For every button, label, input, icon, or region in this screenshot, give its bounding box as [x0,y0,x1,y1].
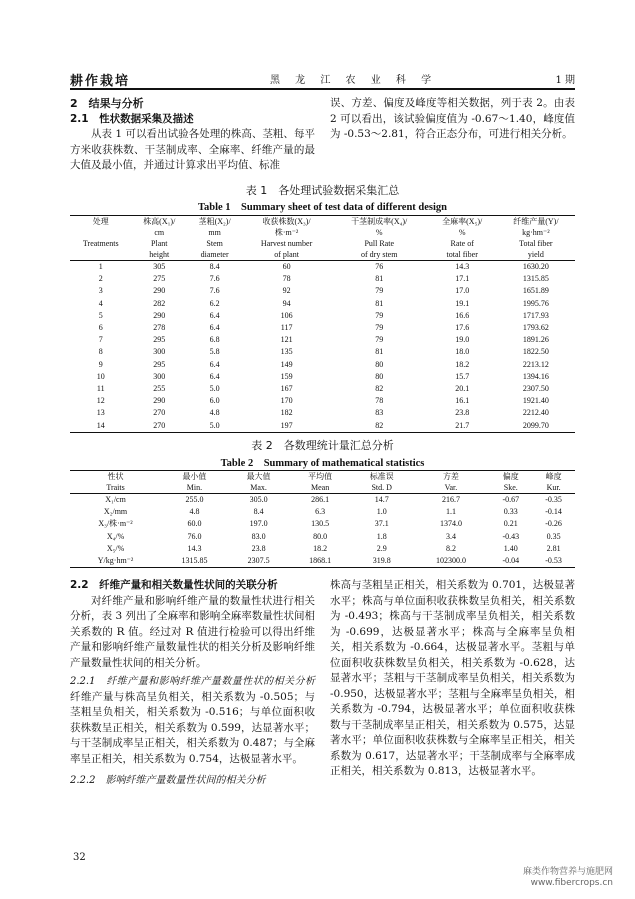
table-row [70,506,575,518]
table1-header-cell: Plant [151,239,168,248]
table-cell: 0.35 [546,531,561,541]
paragraph: 误、方差、偏度及峰度等相关数据，列于表 2。由表 2 可以看出，该试验偏度值为 -0.67～1.40，峰度值为 -0.53～2.81，符合正态分布，可进行相关分析。 [330,97,575,140]
table-cell: 135 [280,347,293,357]
table1-header-cell: Total fiber [519,239,553,248]
table1-header-unit [70,227,575,238]
table-cell: 10 [96,371,105,381]
table-cell: 1 [98,262,103,271]
table1-header-cell: yield [497,249,575,261]
table-row [70,420,575,433]
table1-header-cell: 茎粗(X₂)/ [198,217,231,226]
left-bottom-column [70,578,315,789]
table2-header-cell: 标准误 [369,472,394,481]
section-heading: 2 结果与分析 [70,97,144,110]
table-cell: 170 [280,396,293,406]
table-cell: 117 [280,323,293,333]
table-cell: 290 [153,396,166,406]
table-cell: 255.0 [185,495,204,504]
table-row [70,383,575,395]
table-cell: 197.0 [249,519,268,529]
table-cell: 182 [280,408,293,418]
table1-header-cell: 干茎制成率(X₄)/ [351,217,408,226]
table-cell: 79 [375,286,384,296]
table2-header-cell: 平均值 [308,472,333,481]
table2-header-cell: 偏度 [502,472,519,481]
table-cell: 1717.93 [522,310,549,320]
table-cell: 290 [153,310,166,320]
table-cell: 82 [375,384,384,394]
table1-header-cell: kg·hm⁻² [522,228,550,237]
table-2 [70,470,575,568]
watermark [523,867,613,889]
table-cell: 286.1 [311,495,330,504]
table-cell: 8 [98,347,103,357]
table-cell: 11 [96,384,105,394]
table-cell: 159 [280,371,293,381]
table2-header-en [70,482,575,494]
table-cell: 5 [98,310,103,320]
table-cell: 2 [98,274,103,284]
table-cell: 80 [375,371,384,381]
table-cell: 81 [375,274,384,284]
table-cell: 6.4 [209,371,220,381]
subsubsection-heading: 2.2.2 影响纤维产量数量性状间的相关分析 [70,775,266,786]
table-cell: Y/kg·hm⁻² [97,556,134,566]
table-cell: 14.3 [187,543,202,553]
table-cell: -0.26 [545,519,562,529]
table1-header-cell: Harvest number [260,239,313,248]
table2-caption-cn: 表 2 各数理统计量汇总分析 [251,439,394,452]
table-cell: 1921.40 [522,396,549,406]
table-cell: 81 [375,347,384,357]
table-cell: 278 [153,323,166,333]
table-cell: 17.0 [455,286,470,296]
journal-name: 黑 龙 江 农 业 科 学 [270,75,438,86]
table2-header-cell: 峰度 [545,472,562,481]
table-cell: 20.1 [455,384,470,394]
table-row [70,261,575,274]
table-cell: 4.8 [189,507,200,517]
table-cell: 1891.26 [522,335,549,345]
table-cell: 83 [375,408,384,418]
table-cell: 17.1 [455,274,470,284]
table-cell: -0.43 [502,531,520,541]
table2-header-cell: 最小值 [182,472,207,481]
table2-header-cell: 性状 [107,472,124,481]
table-cell: 319.8 [372,556,391,566]
table-cell: 300 [153,347,166,357]
table-cell: 295 [153,335,166,345]
table-cell: 2.81 [546,543,561,553]
table-cell: 1995.76 [522,298,549,308]
table-cell: -0.14 [545,507,562,517]
issue-number: 1 期 [555,75,575,86]
table1-header-cell: of dry stem [331,249,428,261]
table-cell: 7.6 [209,274,220,284]
table-row [70,346,575,358]
table1-header-cell: total fiber [428,249,497,261]
table-cell: 255 [153,384,166,394]
table-cell: 14.3 [455,262,470,271]
subsection-heading: 2.1 性状数据采集及描述 [70,112,194,125]
table2-header-cell: Max. [228,482,290,494]
table-cell: 17.6 [455,323,470,333]
table1-header-cell: Rate of [450,239,474,248]
table-cell: 2.9 [376,543,387,553]
table-cell: 4 [98,298,103,308]
table-cell: 79 [375,310,384,320]
table1-header-cell: mm [208,228,221,237]
table-cell: 19.0 [455,335,470,345]
table-cell: 3 [98,286,103,296]
table-cell: 82 [375,420,384,430]
table1-caption-en: Table 1 Summary sheet of test data of different design [197,202,448,213]
table1-header-cell: height [132,249,187,261]
table2-header-cell: Min. [161,482,228,494]
table-cell: 83.0 [251,531,266,541]
table-cell: 1630.20 [522,262,549,271]
table-cell: 1.1 [445,507,456,517]
table1-header-cell: 收获株数(X₃)/ [262,217,311,226]
table-cell: 3.4 [445,531,456,541]
table-cell: 18.0 [455,347,470,357]
table1-header-cell: % [458,228,466,237]
table-cell: 167 [280,384,293,394]
table2-header-cn [70,471,575,483]
table-cell: 1.0 [376,507,387,517]
table1-header-cell: Pull Rate [364,239,394,248]
left-intro-column [70,96,315,174]
table-cell: 2212.40 [522,408,549,418]
table-cell: 6.4 [209,323,220,333]
table1-header-cell [70,249,132,261]
table-cell: 92 [282,286,291,296]
table1-header-en [70,238,575,249]
table-cell: 2099.70 [522,420,549,430]
table1-header-cell: cm [154,228,165,237]
table-cell: 79 [375,335,384,345]
table-row [70,310,575,322]
table-row [70,518,575,530]
table-cell: 6.4 [209,359,220,369]
table-cell: 2307.5 [247,556,270,566]
table1-header-cell: Stem [206,239,223,248]
table-cell: 8.2 [445,543,456,553]
table-cell: X₄/% [106,531,125,541]
table-cell: 5.0 [209,384,220,394]
table-cell: 79 [375,323,384,333]
table-cell: 300 [153,371,166,381]
table1-header-cell: 株·m⁻² [274,228,299,237]
table-row [70,359,575,371]
table-cell: 76.0 [187,531,202,541]
table-cell: 1651.89 [522,286,549,296]
table-cell: 0.21 [503,519,518,529]
table-cell: 6.8 [209,335,220,345]
table2-header-cell: Mean [289,482,351,494]
table-cell: 13 [96,408,105,418]
table-cell: 149 [280,359,293,369]
table-cell: 305.0 [249,495,268,504]
table1-header-cell: % [375,228,383,237]
table-cell: 270 [153,408,166,418]
table-row [70,407,575,419]
subsubsection-heading: 2.2.1 纤维产量和影响纤维产量数量性状的相关分析 [70,676,315,687]
table2-header-cell: Std. D [351,482,413,494]
table2-header-cell: Var. [412,482,489,494]
watermark-line2: www.fibercrops.cn [530,878,613,888]
table1-header-cell: 纤维产量(Y)/ [513,217,559,226]
table2-header-cell: Ske. [489,482,532,494]
table-cell: 14.7 [374,495,389,504]
table2-header-cell: Traits [70,482,161,494]
table-cell: 80 [375,359,384,369]
table-cell: 18.2 [313,543,328,553]
table-cell: 6 [98,323,103,333]
table-cell: 121 [280,335,293,345]
table-cell: 1868.1 [309,556,332,566]
table-cell: 290 [153,286,166,296]
table-cell: 37.1 [374,519,389,529]
table-cell: 6.4 [209,310,220,320]
table-cell: 94 [282,298,291,308]
paragraph: 纤维产量与株高呈负相关，相关系数为 -0.505；与茎粗呈负相关，相关系数为 -0.516；与单位面积收获株数呈正相关，相关系数为 0.599，达显著水平；与干茎制成率呈正相关，相关系数为 0.487；与全麻率呈正相关，相关系数为 0.754，达极显著水平。 [70,690,315,765]
table-row [70,273,575,285]
table2-caption-en: Table 2 Summary of mathematical statistics [220,458,425,469]
table-cell: 2307.50 [522,384,549,394]
table-cell: 102300.0 [435,556,466,566]
table-cell: 14 [96,420,105,430]
table-cell: 216.7 [441,495,460,504]
table-cell: 78 [282,274,291,284]
table-cell: 16.1 [455,396,470,406]
table1-caption-cn: 表 1 各处理试验数据采集汇总 [245,184,400,197]
table-cell: 9 [98,359,103,369]
table-cell: 295 [153,359,166,369]
table-cell: 8.4 [253,507,264,517]
table-row [70,494,575,507]
table-cell: 0.33 [503,507,518,517]
table-cell: 1.40 [503,543,518,553]
table-row [70,371,575,383]
table-cell: 5.8 [209,347,220,357]
table-cell: X₂/mm [103,507,128,517]
table-cell: 1374.0 [439,519,462,529]
table-cell: 18.2 [455,359,470,369]
table-row [70,531,575,543]
table-cell: -0.04 [502,556,520,566]
paragraph: 株高与茎粗呈正相关，相关系数为 0.701，达极显著水平；株高与单位面积收获株数呈负相关，相关系数为 -0.493；株高与干茎制成率呈负相关，相关系数为 -0.699，达极显著水平；株高与全麻率呈负相关，相关系数为 -0.664，达极显著水平。茎粗与单位面积收获株数呈负相关，相关系数为 -0.628，达显著水平；茎粗与干茎制成率呈负相关，相关系数为 -0.950，达极显著水平；茎粗与全麻率呈负相关，相关系数为 -0.794，达极显著水平；单位面积收获株数与干茎制成率呈正相关，相关系数为 0.575，达显著水平；单位面积收获株数与全麻率呈正相关，相关系数为 0.617，达显著水平；干茎制成率与全麻率成正相关，相关系数为 0.813，达极显著水平。 [330,579,575,777]
table-cell: 16.6 [455,310,470,320]
table-cell: 1.8 [376,531,387,541]
table-cell: 78 [375,396,384,406]
table-cell: 19.1 [455,298,470,308]
table1-header-cell: Treatments [82,239,119,248]
table-cell: 15.7 [455,371,470,381]
table-cell: 270 [153,420,166,430]
table2-header-cell: 方差 [442,472,459,481]
right-intro-column [330,96,575,143]
table-cell: 7.6 [209,286,220,296]
table-cell: 76 [375,262,384,271]
table1-header-cell: 全麻率(X₅)/ [442,217,483,226]
table2-header-cell: Kur. [532,482,575,494]
table-cell: 197 [280,420,293,430]
table-cell: 130.5 [311,519,330,529]
table1-header-cell: diameter [187,249,242,261]
table-cell: 275 [153,274,166,284]
table-cell: 5.0 [209,420,220,430]
table-row [70,285,575,297]
table-cell: X₃/株·m⁻² [98,519,133,529]
table-cell: 4.8 [209,408,220,418]
table1-header-cell [70,227,132,238]
table1-header-cell: of plant [242,249,331,261]
table-cell: 12 [96,396,105,406]
table-cell: 60.0 [187,519,202,529]
table-cell: 8.4 [209,262,220,271]
table-cell: 305 [153,262,166,271]
paragraph: 对纤维产量和影响纤维产量的数量性状进行相关分析，表 3 列出了全麻率和影响全麻率数量性状间相关系数的 R 值。经过对 R 值进行检验可以得出纤维产量和影响纤维产量数量性状的相关分析及影响纤维产量数量性状间的相关分析。 [70,594,315,669]
table1-header-cn [70,216,575,228]
table-cell: 23.8 [251,543,266,553]
table-cell: X₅/% [106,543,125,553]
watermark-line1: 麻类作物营养与施肥网 [522,867,613,877]
running-header [70,70,575,90]
table-cell: 60 [282,262,291,271]
table-cell: 2213.12 [522,359,549,369]
table-cell: 1822.50 [522,347,549,357]
table-cell: 1394.16 [522,371,549,381]
table-cell: 6.3 [315,507,326,517]
table1-header-en2 [70,249,575,261]
table-row [70,555,575,568]
table-row [70,334,575,346]
table-cell: 80.0 [313,531,328,541]
table-row [70,322,575,334]
table-row [70,298,575,310]
table-cell: 282 [153,298,166,308]
table-row [70,543,575,555]
page-number: 32 [73,852,86,863]
table-cell: 6.2 [209,298,220,308]
table-cell: 21.7 [455,420,470,430]
table-cell: -0.35 [545,495,562,504]
table-cell: 106 [280,310,293,320]
table-1 [70,215,575,433]
table2-header-cell: 最大值 [246,472,271,481]
table-cell: 7 [98,335,103,345]
right-bottom-column [330,578,575,780]
table-cell: 1315.85 [522,274,549,284]
section-label: 耕作栽培 [70,74,131,89]
table-cell: 81 [375,298,384,308]
table-cell: 23.8 [455,408,470,418]
table-cell: 1315.85 [181,556,208,566]
paragraph: 从表 1 可以看出试验各处理的株高、茎粗、每平方米收获株数、干茎制成率、全麻率、纤维产量的最大值及最小值，并通过计算求出平均值、标准 [70,128,315,171]
table-cell: X₁/cm [105,495,126,504]
table-row [70,395,575,407]
table1-header-cell: 处理 [92,217,109,226]
table1-header-cell: 株高(X₁)/ [143,217,176,226]
table-cell: 1793.62 [522,323,549,333]
subsection-heading: 2.2 纤维产量和相关数量性状间的关联分析 [70,579,278,591]
table-cell: -0.67 [502,495,520,504]
table-cell: 6.0 [209,396,220,406]
table-cell: -0.53 [545,556,562,566]
